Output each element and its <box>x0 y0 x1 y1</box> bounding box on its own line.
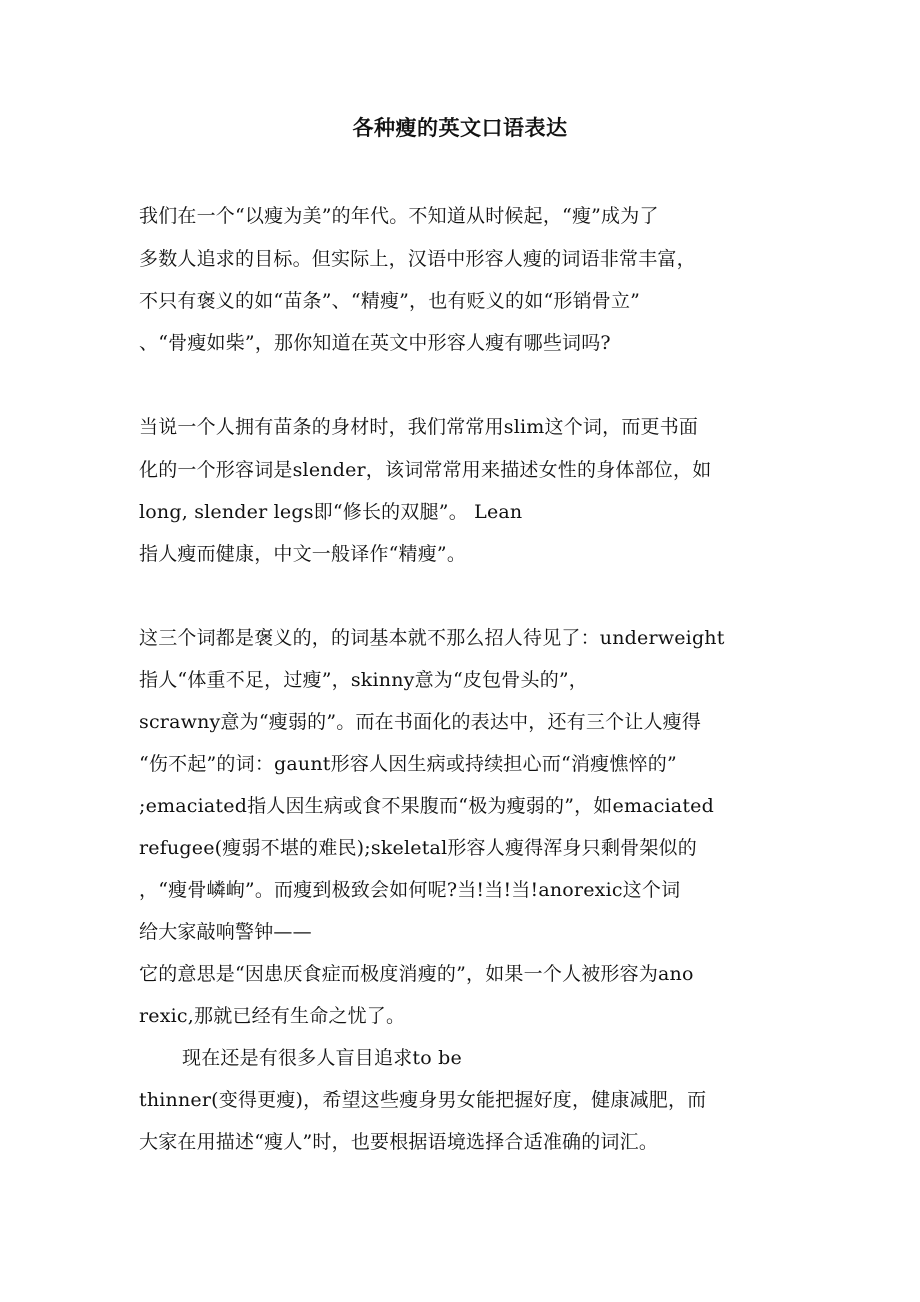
text-line: thinner(变得更瘦)，希望这些瘦身男女能把握好度，健康减肥，而 <box>139 1089 707 1111</box>
text-line: 它的意思是“因患厌食症而极度消瘦的”，如果一个人被形容为ano <box>139 963 694 985</box>
text-line: 当说一个人拥有苗条的身材时，我们常常用slim这个词，而更书面 <box>139 416 699 438</box>
text-line: 多数人追求的目标。但实际上，汉语中形容人瘦的词语非常丰富， <box>139 248 696 270</box>
text-line: “伤不起”的词：gaunt形容人因生病或持续担心而“消瘦憔悴的” <box>139 753 677 775</box>
document-title: 各种瘦的英文口语表达 <box>352 116 568 140</box>
text-line: 现在还是有很多人盲目追求to be <box>182 1047 462 1069</box>
text-line: 化的一个形容词是slender，该词常常用来描述女性的身体部位，如 <box>139 459 712 481</box>
text-line: 不只有褒义的如“苗条”、“精瘦”，也有贬义的如“形销骨立” <box>139 290 641 312</box>
text-line: ;emaciated指人因生病或食不果腹而“极为瘦弱的”，如emaciated <box>139 795 714 817</box>
text-line: 指人“体重不足，过瘦”，skinny意为“皮包骨头的”， <box>139 669 589 691</box>
text-line: rexic,那就已经有生命之忧了。 <box>139 1005 406 1027</box>
text-line: 这三个词都是褒义的，的词基本就不那么招人待见了：underweight <box>139 627 725 649</box>
text-line: refugee(瘦弱不堪的难民);skeletal形容人瘦得浑身只剩骨架似的 <box>139 837 697 859</box>
text-line: 指人瘦而健康，中文一般译作“精瘦”。 <box>139 543 467 565</box>
text-line: ，“瘦骨嶙峋”。而瘦到极致会如何呢?当!当!当!anorexic这个词 <box>139 879 681 901</box>
text-line: scrawny意为“瘦弱的”。而在书面化的表达中，还有三个让人瘦得 <box>139 711 702 733</box>
text-line: 、“骨瘦如柴”，那你知道在英文中形容人瘦有哪些词吗? <box>139 332 611 354</box>
text-line: 大家在用描述“瘦人”时，也要根据语境选择合适准确的词汇。 <box>139 1131 659 1153</box>
text-line: 我们在一个“以瘦为美”的年代。不知道从时候起，“瘦”成为了 <box>139 205 659 227</box>
text-line: long, slender legs即“修长的双腿”。 Lean <box>139 501 523 523</box>
text-line: 给大家敲响警钟—— <box>139 921 312 943</box>
